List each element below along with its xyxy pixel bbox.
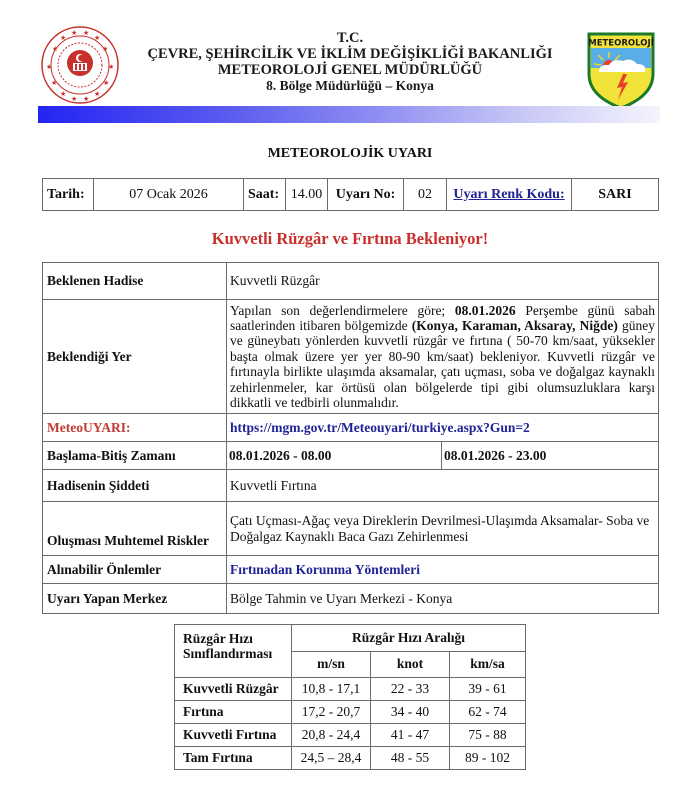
wind-table-row xyxy=(175,678,526,701)
wind-speed-table xyxy=(174,624,526,770)
svg-text:★: ★ xyxy=(60,90,67,98)
warning-no-label: Uyarı No: xyxy=(328,179,404,211)
measures-link[interactable]: Fırtınadan Korunma Yöntemleri xyxy=(230,561,420,577)
svg-text:★: ★ xyxy=(83,29,90,37)
header-line-ministry: ÇEVRE, ŞEHİRCİLİK VE İKLİM DEĞİŞİKLİĞİ BAKANLIĞI xyxy=(147,46,553,62)
location-text-part: Perşembe günü sabah saatlerinden itibaren bölgemizde xyxy=(230,302,655,333)
location-text-part: güney ve güneybatı yönlerden kuvvetli rüzgâr ve fırtına ( 50-70 km/saat, yüksekler başta olmak üzere yer yer 80-90 km/saat) bekleniyor. Kuvvetli rüzgâr ve fırtınayla birlikte ulaşımda aksamalar, çatı uçması, soba ve doğalgaz kaynaklı zehirlenmeler, kar örtüsü olan bölgelerde tipi gibi olumsuzluklara karşı dikkatli ve tedbirli olunmalıdır. xyxy=(230,317,655,411)
period-start: 08.01.2026 - 08.00 xyxy=(227,442,442,469)
warning-info-table xyxy=(42,178,659,211)
header-line-tc: T.C. xyxy=(336,30,364,46)
wind-range-header: Rüzgâr Hızı Aralığı xyxy=(292,625,526,652)
svg-text:★: ★ xyxy=(71,95,78,103)
row-measures xyxy=(43,556,659,584)
meteoroloji-shield-logo xyxy=(585,30,657,110)
wind-ms: 24,5 – 28,4 xyxy=(292,747,371,770)
unit-kmh: km/sa xyxy=(450,651,526,678)
expected-location-text xyxy=(227,300,659,414)
svg-text:★: ★ xyxy=(52,45,59,53)
measures-cell xyxy=(227,556,659,584)
location-provinces: (Konya, Karaman, Aksaray, Niğde) xyxy=(411,317,618,333)
row-expected-event xyxy=(43,263,659,300)
meteouyari-label: MeteoUYARI: xyxy=(43,414,227,442)
time-label: Saat: xyxy=(244,179,286,211)
wind-table-row xyxy=(175,701,526,724)
center-label: Uyarı Yapan Merkez xyxy=(43,584,227,614)
risks-value: Çatı Uçması-Ağaç veya Direklerin Devrilmesi-Ulaşımda Aksamalar- Soba ve Doğalgaz Kaynaklı Baca Gazı Zehirlenmesi xyxy=(227,502,659,556)
wind-class-name: Kuvvetli Rüzgâr xyxy=(175,678,292,701)
wind-kmh: 62 - 74 xyxy=(450,701,526,724)
location-date: 08.01.2026 xyxy=(454,302,516,318)
period-cell xyxy=(227,442,659,470)
expected-event-label: Beklenen Hadise xyxy=(43,263,227,300)
warning-headline: Kuvvetli Rüzgâr ve Fırtına Bekleniyor! xyxy=(211,229,489,248)
row-risks xyxy=(43,502,659,556)
row-meteouyari xyxy=(43,414,659,442)
svg-text:METEOROLOJİ: METEOROLOJİ xyxy=(588,38,654,49)
meteouyari-link[interactable]: https://mgm.gov.tr/Meteouyari/turkiye.aspx?Gun=2 xyxy=(230,419,530,435)
risks-label: Oluşması Muhtemel Riskler xyxy=(43,502,227,556)
severity-value: Kuvvetli Fırtına xyxy=(227,470,659,502)
color-code-link[interactable]: Uyarı Renk Kodu: xyxy=(453,186,565,202)
wind-ms: 10,8 - 17,1 xyxy=(292,678,371,701)
header-line-region: 8. Bölge Müdürlüğü – Konya xyxy=(266,78,434,93)
svg-text:★: ★ xyxy=(46,63,53,71)
wind-table-row xyxy=(175,747,526,770)
wind-class-name: Fırtına xyxy=(175,701,292,724)
expected-location-label: Beklendiği Yer xyxy=(43,300,227,414)
measures-label: Alınabilir Önlemler xyxy=(43,556,227,584)
unit-ms: m/sn xyxy=(292,651,371,678)
wind-kmh: 75 - 88 xyxy=(450,724,526,747)
period-label: Başlama-Bitiş Zamanı xyxy=(43,442,227,470)
document-title: METEOROLOJİK UYARI xyxy=(267,146,433,161)
row-center xyxy=(43,584,659,614)
color-code-cell xyxy=(447,179,572,211)
period-end: 08.01.2026 - 23.00 xyxy=(444,447,547,463)
row-severity xyxy=(43,470,659,502)
period-subtable xyxy=(227,442,658,469)
row-period xyxy=(43,442,659,470)
wind-knot: 48 - 55 xyxy=(371,747,450,770)
time-value: 14.00 xyxy=(286,179,328,211)
wind-kmh: 39 - 61 xyxy=(450,678,526,701)
header-line-directorate: METEOROLOJİ GENEL MÜDÜRLÜĞÜ xyxy=(217,62,483,78)
wind-ms: 17,2 - 20,7 xyxy=(292,701,371,724)
svg-text:★: ★ xyxy=(71,29,78,37)
wind-table-row xyxy=(175,724,526,747)
wind-knot: 41 - 47 xyxy=(371,724,450,747)
date-label: Tarih: xyxy=(43,179,94,211)
color-code-value: SARI xyxy=(572,179,659,211)
meteouyari-link-cell xyxy=(227,414,659,442)
svg-text:★: ★ xyxy=(83,95,90,103)
wind-class-header: Rüzgâr Hızı Sınıflandırması xyxy=(175,625,292,678)
svg-text:★: ★ xyxy=(108,63,115,71)
location-text-part: Yapılan son değerlendirmelere göre; xyxy=(230,302,455,318)
wind-class-name: Tam Fırtına xyxy=(175,747,292,770)
wind-ms: 20,8 - 24,4 xyxy=(292,724,371,747)
unit-knot: knot xyxy=(371,651,450,678)
severity-label: Hadisenin Şiddeti xyxy=(43,470,227,502)
expected-event-value: Kuvvetli Rüzgâr xyxy=(227,263,659,300)
svg-text:★: ★ xyxy=(103,79,110,87)
wind-kmh: 89 - 102 xyxy=(450,747,526,770)
center-value: Bölge Tahmin ve Uyarı Merkezi - Konya xyxy=(227,584,659,614)
svg-text:★: ★ xyxy=(94,34,101,42)
date-value: 07 Ocak 2026 xyxy=(94,179,244,211)
ministry-emblem-logo xyxy=(40,25,120,105)
header-titles xyxy=(130,30,570,94)
header-gradient-divider xyxy=(38,106,660,123)
wind-class-name: Kuvvetli Fırtına xyxy=(175,724,292,747)
wind-knot: 22 - 33 xyxy=(371,678,450,701)
wind-table-header-row xyxy=(175,625,526,652)
svg-text:★: ★ xyxy=(60,34,67,42)
svg-text:★: ★ xyxy=(94,90,101,98)
wind-knot: 34 - 40 xyxy=(371,701,450,724)
row-expected-location xyxy=(43,300,659,414)
warning-details-table xyxy=(42,262,659,614)
svg-text:★: ★ xyxy=(102,45,109,53)
svg-text:★: ★ xyxy=(51,79,58,87)
warning-no-value: 02 xyxy=(404,179,447,211)
